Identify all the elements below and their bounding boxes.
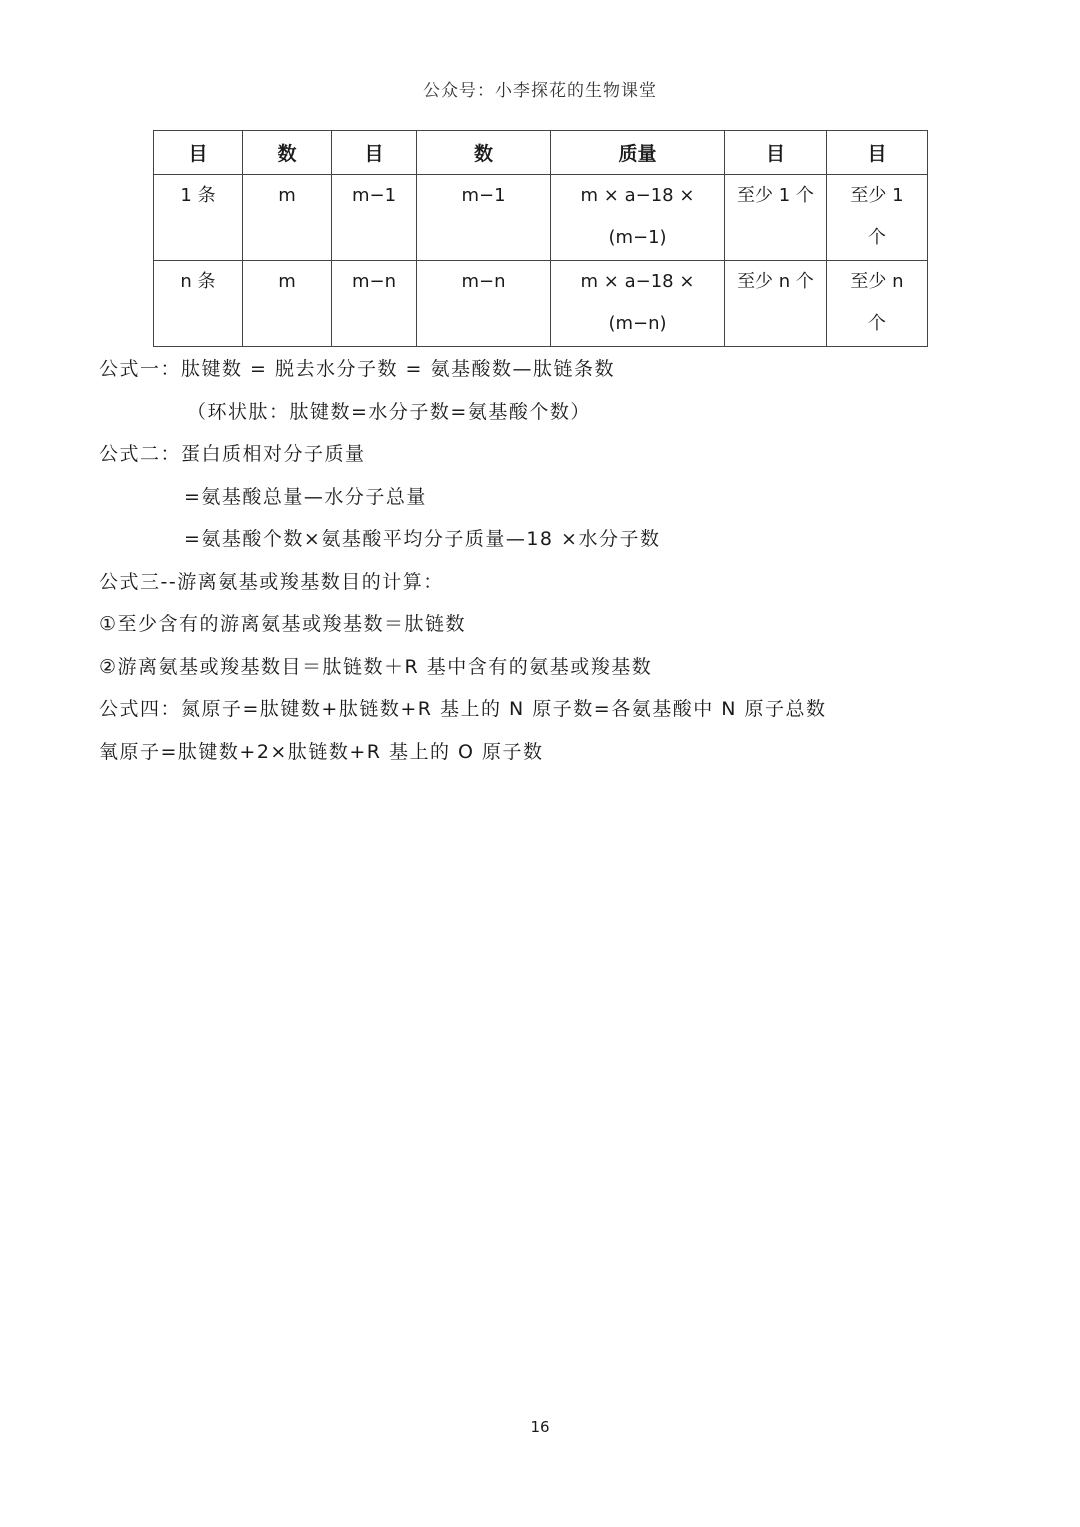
table-header-row <box>154 131 928 175</box>
table-header-cell: 目 <box>154 131 243 175</box>
formula-two: 公式二：蛋白质相对分子质量 <box>99 443 366 465</box>
table-header-cell: 数 <box>417 131 551 175</box>
table-row <box>154 175 928 261</box>
table-cell <box>154 175 243 261</box>
formula-section <box>99 350 979 775</box>
cell-text: 至少 1 个 <box>737 185 814 206</box>
cell-text: m <box>278 185 296 206</box>
formula-three-item1: ①至少含有的游离氨基或羧基数＝肽链数 <box>99 613 467 635</box>
formula-three: 公式三--游离氨基或羧基数目的计算： <box>99 570 444 593</box>
formula-one-note: （环状肽：肽键数=水分子数=氨基酸个数） <box>187 400 591 423</box>
table-header-cell: 数 <box>243 131 332 175</box>
table-cell <box>827 175 928 261</box>
cell-text: m−1 <box>461 185 506 206</box>
formula-four: 公式四：氮原子=肽键数+肽链数+R 基上的 N 原子数=各氨基酸中 N 原子总数 <box>99 698 827 720</box>
formula-three-item2: ②游离氨基或羧基数目＝肽链数＋R 基中含有的氨基或羧基数 <box>99 655 653 678</box>
table-header-cell: 目 <box>725 131 827 175</box>
table-cell <box>332 261 417 347</box>
formula-two-line2: =氨基酸个数×氨基酸平均分子质量—18 ×水分子数 <box>184 528 661 550</box>
formula-two-line1: =氨基酸总量—水分子总量 <box>184 485 427 508</box>
table-cell <box>417 261 551 347</box>
table-header-cell: 质量 <box>551 131 725 175</box>
cell-text: n 条 <box>180 271 216 292</box>
cell-text: 至少 n 个 <box>850 271 904 334</box>
formula-one: 公式一：肽键数 = 脱去水分子数 = 氨基酸数—肽链条数 <box>99 358 615 380</box>
table-cell <box>551 175 725 261</box>
cell-text: 至少 1 个 <box>850 185 904 248</box>
formula-four-line2: 氧原子=肽键数+2×肽链数+R 基上的 O 原子数 <box>99 740 544 763</box>
table-cell <box>725 175 827 261</box>
table-cell <box>417 175 551 261</box>
table-cell <box>551 261 725 347</box>
table-cell <box>243 175 332 261</box>
page-number: 16 <box>530 1418 550 1436</box>
table-cell <box>725 261 827 347</box>
cell-text: m−n <box>351 271 397 292</box>
table-cell <box>332 175 417 261</box>
cell-text: m × a−18 × (m−n) <box>580 271 695 334</box>
page-header: 公众号：小李探花的生物课堂 <box>423 81 657 101</box>
cell-text: 至少 n 个 <box>737 271 814 292</box>
table-row <box>154 261 928 347</box>
cell-text: m−n <box>461 271 506 292</box>
table-cell <box>827 261 928 347</box>
cell-text: m <box>278 271 296 292</box>
table-cell <box>243 261 332 347</box>
cell-text: 1 条 <box>180 185 216 206</box>
cell-text: m−1 <box>351 185 397 206</box>
table-cell <box>154 261 243 347</box>
table-header-cell: 目 <box>332 131 417 175</box>
table-header-cell: 目 <box>827 131 928 175</box>
cell-text: m × a−18 × (m−1) <box>580 185 695 248</box>
peptide-stats-table <box>153 130 928 347</box>
